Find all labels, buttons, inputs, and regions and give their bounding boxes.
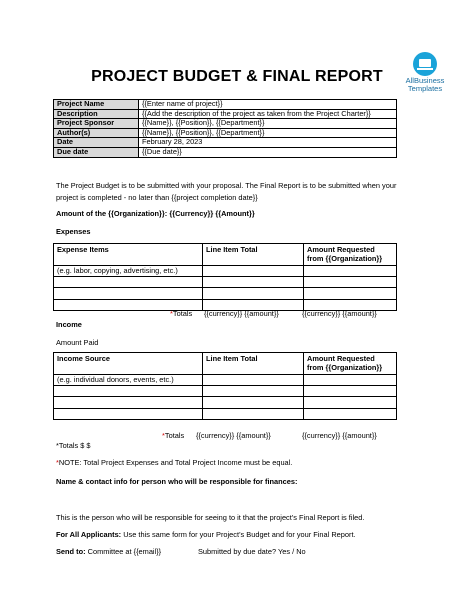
info-label: Project Name (54, 100, 139, 110)
applicants-text (56, 529, 356, 541)
expenses-total-col3: {{currency}} {{amount}} (302, 309, 377, 318)
header-cell: Amount Requested from {{Organization}} (304, 244, 397, 266)
send-line (56, 546, 161, 558)
page-title: PROJECT BUDGET & FINAL REPORT (91, 68, 383, 85)
table-cell[interactable] (203, 266, 304, 277)
applicants-label: For All Applicants: (56, 530, 122, 539)
submitted-text: Submitted by due date? Yes / No (198, 547, 306, 556)
logo-line2: Templates (407, 84, 443, 93)
info-label: Date (54, 138, 139, 148)
table-cell[interactable] (203, 408, 304, 419)
totals-dollar: *Totals $ $ (56, 441, 91, 450)
table-row (54, 408, 397, 419)
table-cell[interactable] (203, 397, 304, 408)
table-header-row (54, 353, 397, 375)
table-cell[interactable] (304, 277, 397, 288)
info-row (54, 128, 397, 138)
info-value: {{Enter name of project}} (139, 100, 397, 110)
table-row (54, 397, 397, 408)
totals-label: Totals (172, 309, 193, 318)
table-cell[interactable] (203, 375, 304, 386)
expenses-heading: Expenses (56, 227, 91, 236)
info-value: February 28, 2023 (139, 138, 397, 148)
info-value: {{Add the description of the project as taken from the Project Charter}} (139, 109, 397, 119)
amount-heading: Amount of the {{Organization}}: {{Currency}} {{Amount}} (56, 209, 255, 218)
totals-asterisk: * (162, 431, 165, 440)
income-total-col3: {{currency}} {{amount}} (302, 431, 377, 440)
table-row (54, 386, 397, 397)
note-text (56, 457, 292, 469)
info-row (54, 100, 397, 110)
table-row (54, 288, 397, 299)
info-value: {{Name}}, {{Position}}, {{Department}} (139, 119, 397, 129)
table-cell[interactable] (304, 408, 397, 419)
table-row (54, 277, 397, 288)
note-asterisk: * (56, 458, 59, 467)
table-cell[interactable] (304, 386, 397, 397)
info-label: Description (54, 109, 139, 119)
table-row (54, 266, 397, 277)
intro-text (56, 180, 396, 204)
info-row (54, 138, 397, 148)
header-cell: Line Item Total (203, 244, 304, 266)
send-label: Send to: (56, 547, 86, 556)
project-info-table (53, 99, 397, 158)
contact-heading: Name & contact info for person who will be responsible for finances: (56, 477, 298, 486)
table-cell[interactable] (54, 397, 203, 408)
info-value: {{Due date}} (139, 147, 397, 157)
table-cell[interactable] (203, 277, 304, 288)
table-header-row (54, 244, 397, 266)
info-value: {{Name}}, {{Position}}, {{Department}} (139, 128, 397, 138)
info-row (54, 119, 397, 129)
info-row (54, 147, 397, 157)
info-label: Project Sponsor (54, 119, 139, 129)
totals-asterisk: * (170, 309, 173, 318)
expenses-table (53, 243, 397, 311)
amount-paid-label: Amount Paid (56, 338, 99, 347)
table-row (54, 375, 397, 386)
table-cell[interactable] (203, 288, 304, 299)
table-cell[interactable] (54, 386, 203, 397)
expenses-totals-label (170, 309, 192, 318)
info-label: Due date (54, 147, 139, 157)
table-cell[interactable] (54, 288, 203, 299)
table-cell[interactable] (203, 386, 304, 397)
header-cell: Expense Items (54, 244, 203, 266)
table-cell[interactable] (54, 408, 203, 419)
intro-line1: The Project Budget is to be submitted with your proposal. The Final Report is to be submitted when your (56, 181, 397, 190)
income-total-col2: {{currency}} {{amount}} (196, 431, 271, 440)
income-totals-label (162, 431, 184, 440)
send-body: Committee at {{email}} (85, 547, 162, 556)
note-body: NOTE: Total Project Expenses and Total Project Income must be equal. (58, 458, 293, 467)
info-label: Author(s) (54, 128, 139, 138)
header-cell: Amount Requested from {{Organization}} (304, 353, 397, 375)
table-cell[interactable] (304, 397, 397, 408)
expenses-total-col2: {{currency}} {{amount}} (204, 309, 279, 318)
table-cell[interactable] (304, 266, 397, 277)
header-cell: Income Source (54, 353, 203, 375)
applicants-body: Use this same form for your Project’s Budget and for your Final Report. (121, 530, 356, 539)
header-cell: Line Item Total (203, 353, 304, 375)
table-cell[interactable]: (e.g. individual donors, events, etc.) (54, 375, 203, 386)
income-table (53, 352, 397, 420)
responsible-text: This is the person who will be responsible for seeing to it that the project’s Final Report is filed. (56, 513, 365, 522)
income-heading: Income (56, 320, 82, 329)
table-cell[interactable] (54, 277, 203, 288)
intro-line2: project is completed - no later than {{project completion date}} (56, 193, 258, 202)
logo-line1: AllBusiness (405, 76, 445, 85)
table-cell[interactable]: (e.g. labor, copying, advertising, etc.) (54, 266, 203, 277)
table-cell[interactable] (304, 288, 397, 299)
table-cell[interactable] (304, 375, 397, 386)
totals-label: Totals (164, 431, 185, 440)
